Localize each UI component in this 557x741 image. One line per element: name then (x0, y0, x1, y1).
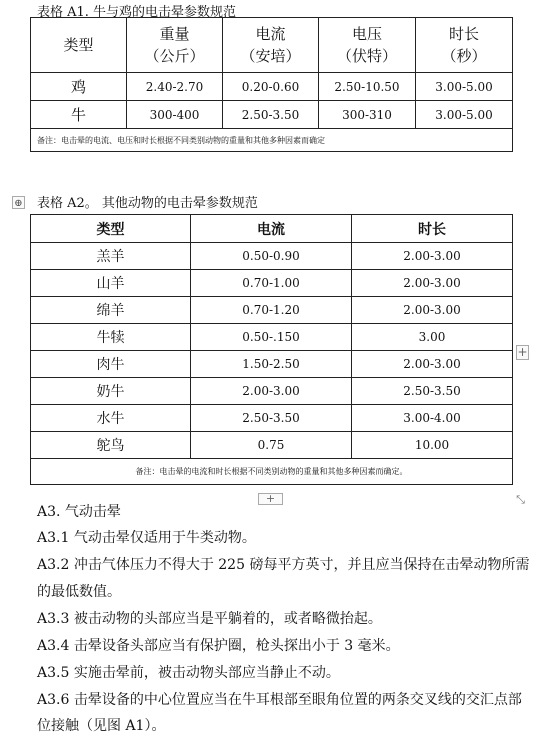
cell-current: 0.70-1.20 (191, 297, 352, 324)
table2-note: 备注：电击晕的电流和时长根据不同类别动物的重量和其他多种因素而确定。 (31, 459, 513, 485)
cell-voltage: 2.50-10.50 (319, 73, 416, 101)
section-item: A3.6 击晕设备的中心位置应当在牛耳根部至眼角位置的两条交叉线的交汇点部 (37, 692, 522, 708)
section-item: A3.2 冲击气体压力不得大于 225 磅每平方英寸，并且应当保持在击晕动物所需 (37, 557, 530, 573)
cell-current: 2.50-3.50 (223, 101, 319, 129)
cell-duration: 2.00-3.00 (352, 243, 513, 270)
table-row (31, 351, 513, 378)
header-type: 类型 (31, 215, 191, 243)
table1-caption: 表格 A1. 牛与鸡的电击晕参数规范 (37, 5, 237, 20)
cell-duration: 2.50-3.50 (352, 378, 513, 405)
cell-type: 鸡 (31, 73, 127, 101)
cell-type: 绵羊 (31, 297, 191, 324)
cell-duration: 3.00-5.00 (416, 101, 513, 129)
cell-weight: 2.40-2.70 (127, 73, 223, 101)
table-note-row (31, 459, 513, 485)
add-row-button[interactable]: + (258, 493, 283, 505)
table-row (31, 101, 513, 129)
header-current: 电流 （安培） (223, 18, 319, 73)
cell-current: 0.50-0.90 (191, 243, 352, 270)
cell-duration: 2.00-3.00 (352, 351, 513, 378)
table-row (31, 243, 513, 270)
cell-duration: 2.00-3.00 (352, 297, 513, 324)
header-current: 电流 (191, 215, 352, 243)
cell-duration: 3.00-5.00 (416, 73, 513, 101)
header-duration: 时长 (352, 215, 513, 243)
cell-type: 奶牛 (31, 378, 191, 405)
table1-note: 备注：电击晕的电流、电压和时长根据不同类别动物的重量和其他多种因素而确定 (31, 129, 513, 152)
add-column-button[interactable]: + (517, 345, 528, 359)
section-item-continued: 位接触（见图 A1）。 (37, 718, 166, 734)
cell-type: 牛犊 (31, 324, 191, 351)
cell-current: 0.50-.150 (191, 324, 352, 351)
cell-type: 肉牛 (31, 351, 191, 378)
section-item: A3.5 实施击晕前，被击动物头部应当静止不动。 (37, 665, 340, 681)
header-voltage: 电压 （伏特） (319, 18, 416, 73)
table-resize-handle-icon[interactable]: ⤡ (516, 493, 525, 506)
cell-type: 水牛 (31, 405, 191, 432)
cell-current: 2.50-3.50 (191, 405, 352, 432)
cell-duration: 3.00 (352, 324, 513, 351)
header-weight: 重量 （公斤） (127, 18, 223, 73)
table-row (31, 297, 513, 324)
cell-current: 1.50-2.50 (191, 351, 352, 378)
section-item: A3.1 气动击晕仅适用于牛类动物。 (37, 530, 256, 546)
section-item: A3.4 击晕设备头部应当有保护圈，枪头探出小于 3 毫米。 (37, 638, 400, 654)
table-header-row (31, 215, 513, 243)
cell-voltage: 300-310 (319, 101, 416, 129)
cattle-chicken-stunning-table (30, 17, 513, 152)
table-row (31, 324, 513, 351)
cell-duration: 3.00-4.00 (352, 405, 513, 432)
header-duration: 时长 （秒） (416, 18, 513, 73)
cell-type: 鸵鸟 (31, 432, 191, 459)
table-move-handle-icon[interactable]: ⊕ (12, 196, 25, 209)
cell-type: 牛 (31, 101, 127, 129)
other-animals-stunning-table (30, 214, 513, 485)
header-type: 类型 (31, 18, 127, 73)
section-item: A3.3 被击动物的头部应当是平躺着的，或者略微抬起。 (37, 611, 382, 627)
table-row (31, 73, 513, 101)
table-row (31, 270, 513, 297)
table-row (31, 432, 513, 459)
table-note-row (31, 129, 513, 152)
table-row (31, 378, 513, 405)
cell-type: 羔羊 (31, 243, 191, 270)
cell-current: 0.70-1.00 (191, 270, 352, 297)
cell-duration: 2.00-3.00 (352, 270, 513, 297)
cell-current: 0.20-0.60 (223, 73, 319, 101)
section-item-continued: 的最低数值。 (37, 584, 121, 600)
cell-current: 2.00-3.00 (191, 378, 352, 405)
table-header-row (31, 18, 513, 73)
cell-duration: 10.00 (352, 432, 513, 459)
table2-caption: 表格 A2。 其他动物的电击晕参数规范 (37, 196, 258, 211)
section-heading: A3. 气动击晕 (37, 504, 121, 520)
cell-type: 山羊 (31, 270, 191, 297)
cell-weight: 300-400 (127, 101, 223, 129)
cell-current: 0.75 (191, 432, 352, 459)
table-row (31, 405, 513, 432)
